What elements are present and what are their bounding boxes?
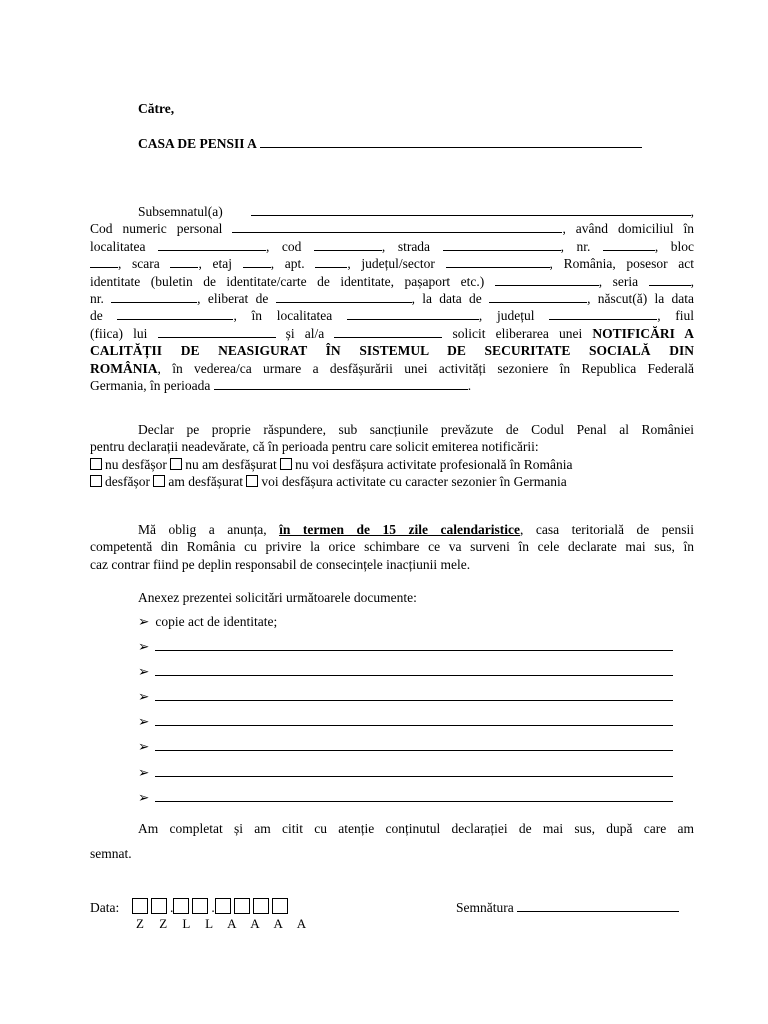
signature-blank[interactable]	[517, 900, 679, 912]
date-year-box-4[interactable]	[272, 898, 288, 914]
attachment-blank[interactable]	[155, 714, 673, 726]
date-day-box-2[interactable]	[151, 898, 167, 914]
locality-blank[interactable]	[158, 239, 266, 251]
statement-paragraph	[90, 421, 694, 491]
obligation-line-3: caz contrar fiind pe deplin responsabil de consecințele inacțiunii mele.	[90, 556, 471, 572]
attachment-item	[138, 714, 673, 730]
attachment-item	[138, 689, 673, 705]
attachment-blank[interactable]	[155, 639, 673, 651]
signature-label: Semnătura	[456, 900, 514, 915]
decl-line-2: Cod numeric personal , având domiciliul în	[90, 221, 694, 237]
issue-date-blank[interactable]	[489, 291, 587, 303]
date-field: Data: . .	[90, 898, 291, 916]
obligation-line-2: competentă din România cu privire la orice schimbare ce va surveni în cele declarate mai sus, în	[90, 539, 694, 555]
decl-line-4: , scara , etaj , apt. , județul/sector , România, posesor act	[90, 255, 694, 272]
date-year-box-2[interactable]	[234, 898, 250, 914]
mother-name-blank[interactable]	[334, 326, 442, 338]
birth-county-blank[interactable]	[549, 308, 657, 320]
cnp-blank[interactable]	[232, 221, 562, 233]
obligation-line-1: Mă oblig a anunța, în termen de 15 zile calendaristice, casa teritorială de pensii	[138, 522, 695, 537]
date-year-box-1[interactable]	[215, 898, 231, 914]
birth-place-blank[interactable]	[347, 308, 479, 320]
series-blank[interactable]	[649, 274, 691, 286]
declaration-paragraph	[90, 203, 694, 394]
attachment-blank[interactable]	[155, 689, 673, 701]
attachment-blank[interactable]	[155, 790, 673, 802]
date-day-box-1[interactable]	[132, 898, 148, 914]
issued-by-blank[interactable]	[276, 291, 412, 303]
checkbox-nu-am-desfasurat[interactable]	[170, 458, 182, 470]
arrow-bullet-icon: ➢	[138, 689, 150, 704]
date-format-hint: Z Z L L A A A A	[136, 916, 313, 931]
arrow-bullet-icon: ➢	[138, 790, 150, 805]
block-blank[interactable]	[90, 256, 118, 268]
floor-blank[interactable]	[243, 256, 271, 268]
id-doc-blank[interactable]	[495, 274, 599, 286]
name-blank[interactable]	[251, 204, 691, 216]
arrow-bullet-icon: ➢	[138, 614, 150, 629]
period-blank[interactable]	[214, 378, 468, 390]
postal-code-blank[interactable]	[314, 239, 382, 251]
decl-line-8: (fiica) lui și al/a solicit eliberarea unei NOTIFICĂRI A	[90, 325, 695, 341]
arrow-bullet-icon: ➢	[138, 739, 150, 754]
arrow-bullet-icon: ➢	[138, 664, 150, 679]
arrow-bullet-icon: ➢	[138, 714, 150, 729]
statement-options-row-1: nu desfășor nu am desfășurat nu voi desfășura activitate profesională în România	[90, 456, 694, 473]
institution-blank[interactable]	[260, 136, 642, 148]
attachment-item	[138, 765, 673, 781]
id-number-blank[interactable]	[111, 291, 197, 303]
decl-line-7: de , în localitatea , județul , fiul	[90, 308, 695, 324]
arrow-bullet-icon: ➢	[138, 765, 150, 780]
attachments-intro: Anexez prezentei solicitări următoarele documente:	[138, 590, 417, 605]
stair-blank[interactable]	[170, 256, 198, 268]
decl-line-6: nr. , eliberat de , la data de , născut(ă) la data	[90, 291, 694, 307]
attachment-item: ➢ copie act de identitate;	[138, 614, 278, 629]
arrow-bullet-icon: ➢	[138, 639, 150, 654]
decl-line-11: Germania, în perioada .	[90, 378, 472, 394]
decl-line-3: localitatea , cod , strada , nr. , bloc	[90, 238, 695, 254]
closing-line-1: Am completat și am citit cu atenție conținutul declarației de mai sus, după care am	[138, 821, 694, 836]
obligation-paragraph	[90, 521, 694, 573]
decl-line-10: ROMÂNIA, în vederea/ca urmare a desfășurării unei activități sezoniere în Republica Federală	[90, 360, 694, 376]
statement-options-row-2: desfășor am desfășurat voi desfășura activitate cu caracter sezonier în Germania	[90, 473, 694, 490]
attachment-blank[interactable]	[155, 739, 673, 751]
father-name-blank[interactable]	[158, 326, 276, 338]
statement-line-1: Declar pe proprie răspundere, sub sancțiunile prevăzute de Codul Penal al României	[138, 422, 694, 437]
institution-line	[138, 136, 642, 152]
decl-line-9: CALITĂȚII DE NEASIGURAT ÎN SISTEMUL DE SECURITATE SOCIALĂ DIN	[90, 343, 694, 359]
date-year-box-3[interactable]	[253, 898, 269, 914]
attachment-item	[138, 739, 673, 755]
decl-line-1: Subsemnatul(a) ,	[138, 204, 694, 219]
closing-paragraph	[90, 816, 694, 866]
closing-line-2: semnat.	[90, 846, 132, 861]
checkbox-nu-desfasor[interactable]	[90, 458, 102, 470]
number-blank[interactable]	[603, 239, 655, 251]
apt-blank[interactable]	[315, 256, 347, 268]
attachment-item	[138, 790, 673, 806]
county-blank[interactable]	[446, 256, 550, 268]
date-label: Data:	[90, 900, 120, 915]
attachment-item	[138, 664, 673, 680]
checkbox-am-desfasurat[interactable]	[153, 475, 165, 487]
date-month-box-1[interactable]	[173, 898, 189, 914]
statement-line-2: pentru declarații neadevărate, că în perioada pentru care solicit emiterea notificării:	[90, 439, 539, 455]
attachment-item	[138, 639, 673, 655]
attachment-blank[interactable]	[155, 765, 673, 777]
checkbox-voi-desfasura[interactable]	[246, 475, 258, 487]
attachment-blank[interactable]	[155, 664, 673, 676]
birth-date-blank[interactable]	[117, 308, 233, 320]
institution-label: CASA DE PENSII A	[138, 136, 257, 151]
checkbox-desfasor[interactable]	[90, 475, 102, 487]
decl-line-5: identitate (buletin de identitate/carte de identitate, pașaport etc.) , seria ,	[90, 273, 695, 289]
street-blank[interactable]	[443, 239, 561, 251]
date-month-box-2[interactable]	[192, 898, 208, 914]
addressee-label: Către,	[138, 101, 175, 116]
signature-field	[456, 900, 679, 916]
checkbox-nu-voi-desfasura[interactable]	[280, 458, 292, 470]
